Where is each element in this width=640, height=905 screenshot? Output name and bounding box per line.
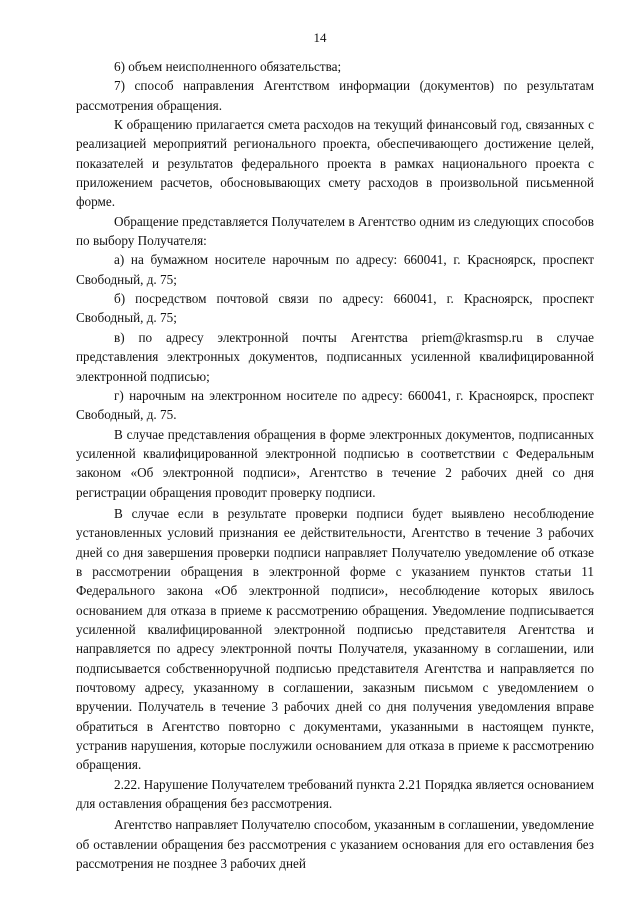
paragraph-method-v: в) по адресу электронной почты Агентства priem@krasmsp.ru в случае представления электронных документов, подписанных усиленной квалифицированной электронной подписью; <box>76 329 594 384</box>
paragraph-item-7: 7) способ направления Агентством информации (документов) по результатам рассмотрения обращения. <box>76 78 594 113</box>
paragraph-submission-methods: Обращение представляется Получателем в Агентство одним из следующих способов по выбору Получателя: <box>76 213 594 249</box>
page-number: 14 <box>313 30 327 45</box>
paragraph-method-a: а) на бумажном носителе нарочным по адресу: 660041, г. Красноярск, проспект Свободный, д. 75; <box>76 252 594 287</box>
document-body <box>76 57 594 873</box>
paragraph-notification: Агентство направляет Получателю способом, указанным в соглашении, уведомление об оставлении обращения без рассмотрения с указанием основания для его оставления без рассмотрения не позднее 3 рабочих дней <box>76 817 594 872</box>
paragraph-electronic-documents: В случае представления обращения в форме электронных документов, подписанных усиленной квалифицированной электронной подписью в соответствии с Федеральным законом «Об электронной подписи», Агентство в течение 2 рабочих дней со дня регистрации обращения проводит проверку подписи. <box>76 426 594 500</box>
paragraph-method-g: г) нарочным на электронном носителе по адресу: 660041, г. Красноярск, проспект Свободный, д. 75. <box>76 387 594 423</box>
paragraph-item-6: 6) объем неисполненного обязательства; <box>114 59 342 74</box>
paragraph-method-b: б) посредством почтовой связи по адресу: 660041, г. Красноярск, проспект Свободный, д. 75; <box>76 291 594 326</box>
paragraph-estimate: К обращению прилагается смета расходов на текущий финансовый год, связанных с реализацией мероприятий регионального проекта, обеспечивающего достижение целей, показателей и результатов федерального проекта в рамках национального проекта с приложением расчетов, обосновывающих смету расходов в произвольной письменной форме. <box>76 117 594 210</box>
paragraph-signature-check: В случае если в результате проверки подписи будет выявлено несоблюдение установленных условий признания ее действительности, Агентство в течение 3 рабочих дней со дня завершения проверки подписи направляет Получателю уведомление об отказе в рассмотрении обращения в электронной форме с указанием пунктов статьи 11 Федерального закона «Об электронной подписи», несоблюдение которых явилось основанием для отказа в приеме к рассмотрению обращения. Уведомление подписывается усиленной квалифицированной электронной подписью представителя Агентства и направляется по адресу электронной почты Получателя, указанному в соглашении, или подписывается собственноручной подписью представителя Агентства и направляется по почтовому адресу, указанному в соглашении, заказным письмом с уведомлением о вручении. Получатель в течение 3 рабочих дней со дня получения уведомления вправе обратиться в Агентство повторно с документами, указанными в настоящем пункте, устранив нарушения, которые послужили основанием для отказа в приеме к рассмотрению обращения. <box>76 505 594 773</box>
paragraph-2-22: 2.22. Нарушение Получателем требований пункта 2.21 Порядка является основанием для оставления обращения без рассмотрения. <box>76 776 594 812</box>
